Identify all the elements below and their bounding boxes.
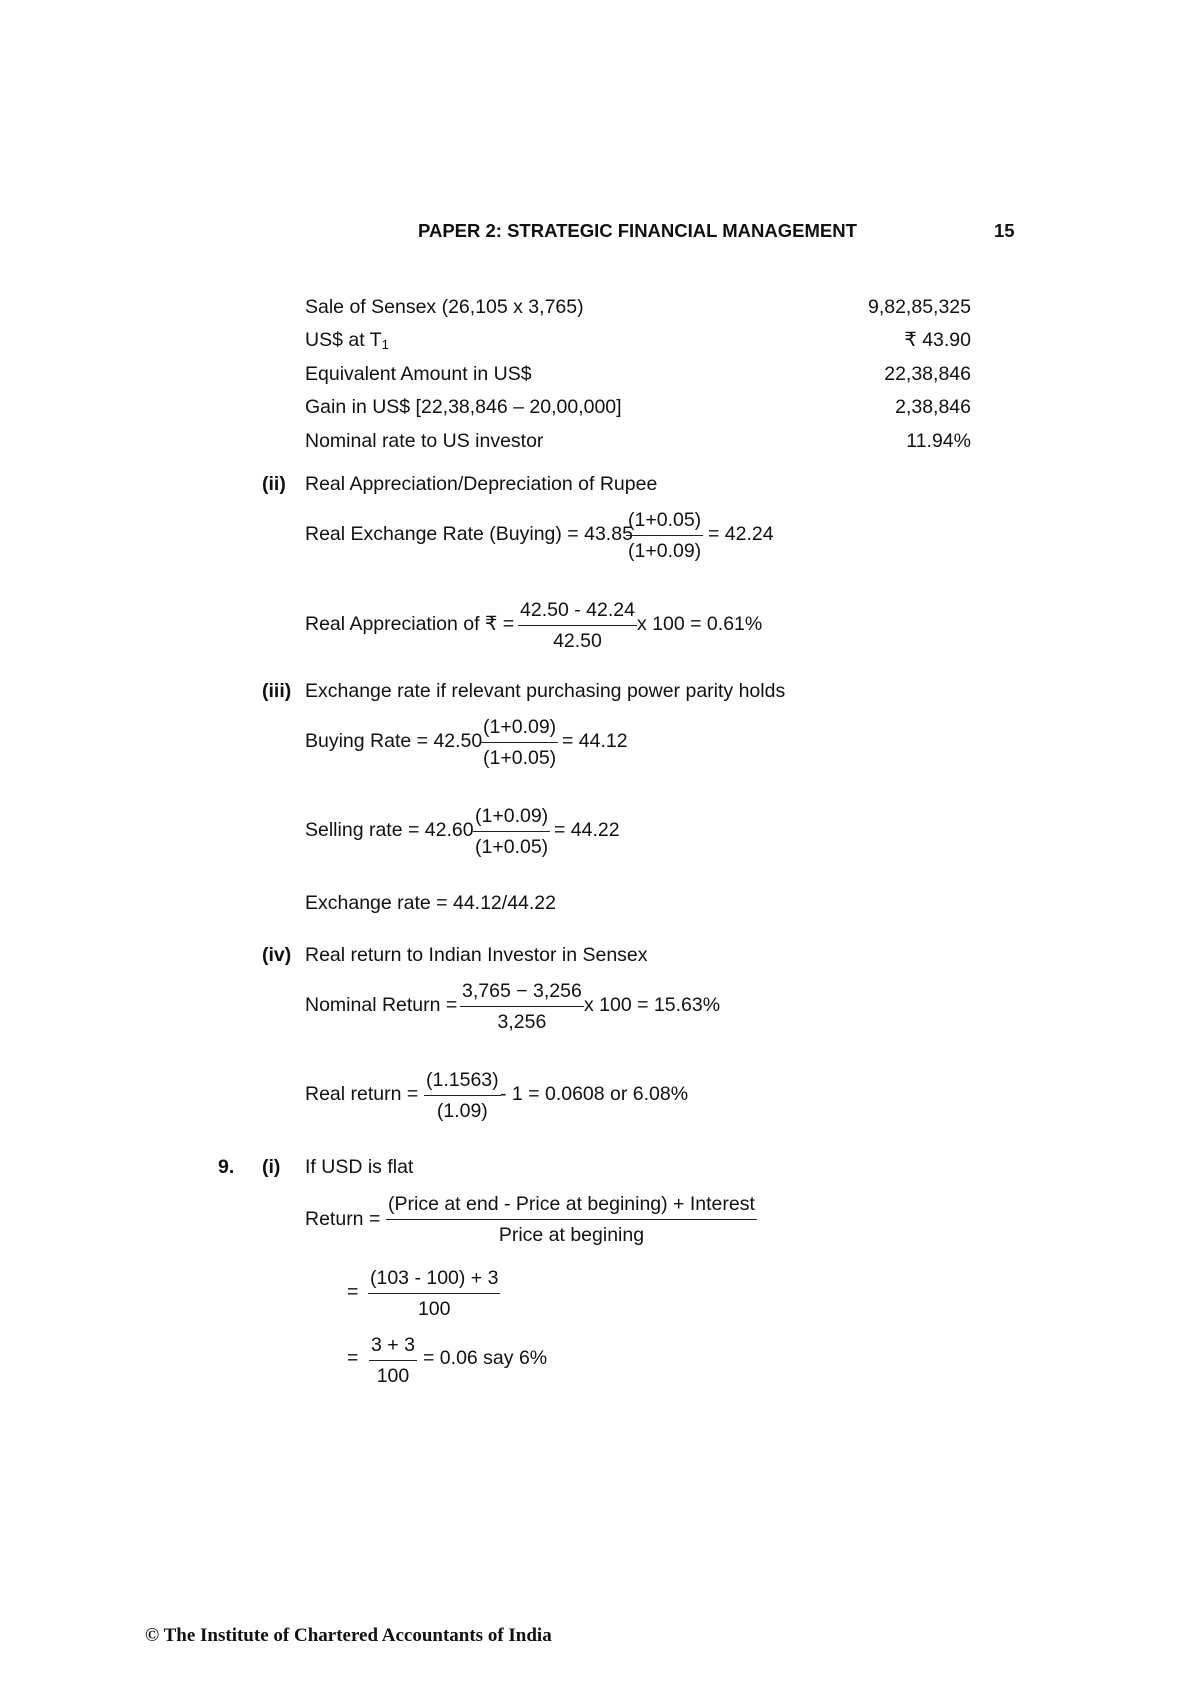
formula-result: - 1 = 0.0608 or 6.08% <box>500 1083 689 1105</box>
denominator: 42.50 <box>553 629 602 652</box>
formula-result: = 44.22 <box>554 819 620 841</box>
formula-prefix: Real Exchange Rate (Buying) = 43.85 <box>305 523 633 545</box>
fraction <box>386 1195 757 1245</box>
table-row-label: Nominal rate to US investor <box>305 430 544 452</box>
numerator: (1+0.09) <box>473 807 550 832</box>
formula-prefix: Selling rate = 42.60 <box>305 819 474 841</box>
fraction <box>518 601 637 651</box>
question-number: 9. <box>218 1156 235 1178</box>
formula-prefix: Real return = <box>305 1083 419 1105</box>
table-row-value: ₹ 43.90 <box>904 329 971 351</box>
numerator: (1.1563) <box>424 1071 501 1096</box>
table-row-label-main: US$ at T <box>305 329 382 351</box>
table-row-label: Gain in US$ [22,38,846 – 20,00,000] <box>305 396 622 418</box>
table-row-value: 22,38,846 <box>884 363 971 385</box>
table-row-value: 11.94% <box>906 430 971 452</box>
denominator: 100 <box>417 1297 451 1320</box>
fraction <box>368 1269 500 1319</box>
part-heading: Exchange rate if relevant purchasing power parity holds <box>305 680 786 702</box>
table-row-label <box>305 331 389 351</box>
fraction <box>626 511 703 561</box>
part-heading: If USD is flat <box>305 1156 414 1178</box>
numerator: 42.50 - 42.24 <box>518 601 637 626</box>
denominator: 3,256 <box>497 1010 547 1033</box>
numerator: 3 + 3 <box>369 1336 417 1361</box>
denominator: (1+0.09) <box>628 539 702 562</box>
table-row-value: 9,82,85,325 <box>867 296 971 318</box>
exchange-rate-line: Exchange rate = 44.12/44.22 <box>305 892 556 914</box>
numerator: (1+0.05) <box>626 511 703 536</box>
part-heading: Real Appreciation/Depreciation of Rupee <box>305 473 658 495</box>
formula-prefix: Buying Rate = 42.50 <box>305 730 483 752</box>
denominator: 100 <box>376 1364 410 1387</box>
numerator: (103 - 100) + 3 <box>368 1269 500 1294</box>
subscript: 1 <box>381 337 389 352</box>
part-marker: (ii) <box>262 473 286 495</box>
page-number: 15 <box>994 220 1015 241</box>
denominator: (1.09) <box>436 1099 488 1122</box>
denominator: (1+0.05) <box>475 835 549 858</box>
fraction <box>473 807 550 857</box>
formula-result: x 100 = 0.61% <box>637 613 763 635</box>
denominator: (1+0.05) <box>483 746 557 769</box>
part-heading: Real return to Indian Investor in Sensex <box>305 944 648 966</box>
formula-result: = 44.12 <box>562 730 628 752</box>
formula-prefix: Nominal Return = <box>305 994 458 1016</box>
fraction <box>460 982 584 1032</box>
numerator: (1+0.09) <box>481 718 558 743</box>
table-row-label: Sale of Sensex (26,105 x 3,765) <box>305 296 584 318</box>
denominator: Price at begining <box>498 1223 645 1246</box>
formula-result: x 100 = 15.63% <box>584 994 721 1016</box>
part-marker: (i) <box>262 1156 281 1178</box>
numerator: 3,765 − 3,256 <box>460 982 584 1007</box>
table-row-label: Equivalent Amount in US$ <box>305 363 532 385</box>
table-row-value: 2,38,846 <box>895 396 971 418</box>
formula-result: = 42.24 <box>708 523 774 545</box>
formula-result: = 0.06 say 6% <box>423 1347 548 1369</box>
fraction <box>481 718 558 768</box>
formula-prefix: = <box>347 1281 359 1303</box>
formula-prefix: Real Appreciation of ₹ = <box>305 613 515 635</box>
part-marker: (iv) <box>262 944 292 966</box>
running-header: PAPER 2: STRATEGIC FINANCIAL MANAGEMENT <box>418 220 857 241</box>
formula-prefix: Return = <box>305 1208 381 1230</box>
numerator: (Price at end - Price at begining) + Interest <box>386 1195 757 1220</box>
fraction <box>369 1336 417 1386</box>
fraction <box>424 1071 501 1121</box>
part-marker: (iii) <box>262 680 292 702</box>
formula-prefix: = <box>347 1347 359 1369</box>
footer-copyright: © The Institute of Chartered Accountants of India <box>145 1625 552 1646</box>
